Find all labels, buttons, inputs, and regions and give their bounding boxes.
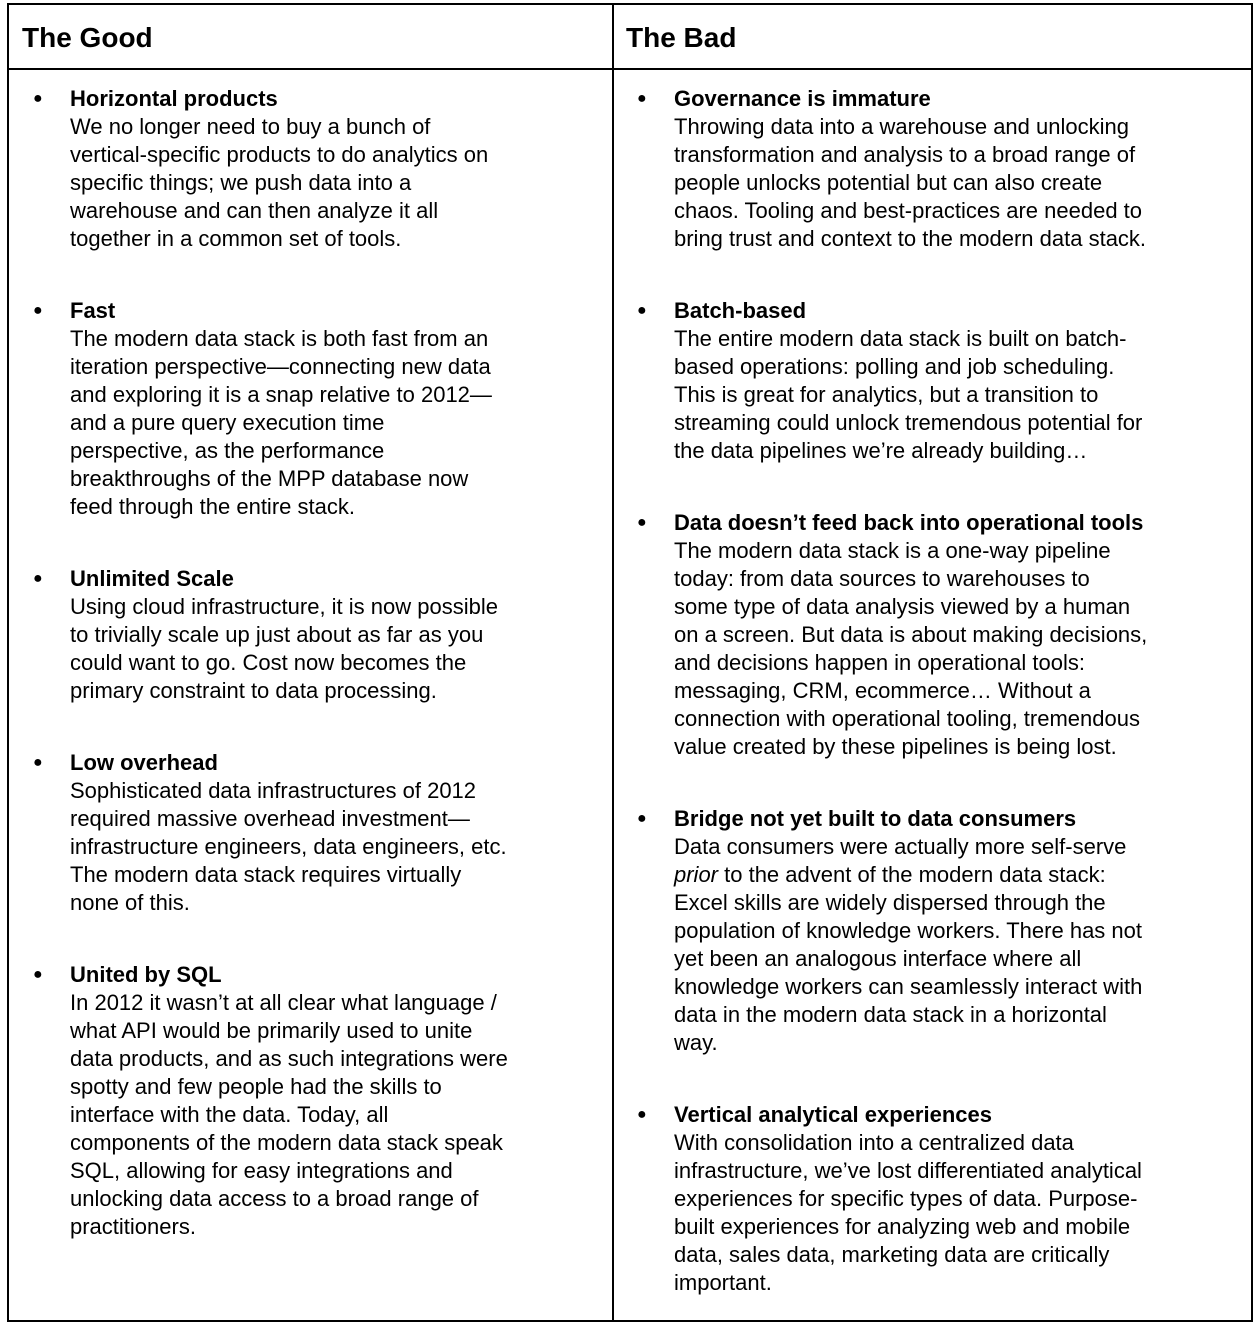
item-line: We no longer need to buy a bunch of — [70, 114, 431, 139]
item-line: vertical-specific products to do analytics on — [70, 142, 489, 167]
item-line: bring trust and context to the modern data stack. — [674, 226, 1147, 251]
good-item-fast — [33, 297, 610, 521]
item-line: what API would be primarily used to unite — [70, 1018, 473, 1043]
bullet-icon: ● — [637, 302, 647, 319]
bad-column-header: The Bad — [626, 22, 737, 53]
item-line: Sophisticated data infrastructures of 2012 — [70, 778, 477, 803]
good-item-low-overhead — [33, 749, 610, 917]
item-line: today: from data sources to warehouses to — [674, 566, 1090, 591]
item-body — [70, 989, 610, 1241]
item-line: infrastructure engineers, data engineers, etc. — [70, 834, 507, 859]
bullet-icon: ● — [33, 90, 43, 107]
item-title: Vertical analytical experiences — [674, 1102, 992, 1127]
item-line: transformation and analysis to a broad range of — [674, 142, 1136, 167]
item-line: Using cloud infrastructure, it is now possible — [70, 594, 498, 619]
comparison-table — [7, 3, 1253, 1322]
item-line: connection with operational tooling, tremendous — [674, 706, 1140, 731]
item-line: data, sales data, marketing data are critically — [674, 1242, 1110, 1267]
item-line: breakthroughs of the MPP database now — [70, 466, 469, 491]
item-line: people unlocks potential but can also create — [674, 170, 1103, 195]
item-line: and a pure query execution time — [70, 410, 385, 435]
item-title: Low overhead — [70, 750, 218, 775]
item-line: infrastructure, we’ve lost differentiated analytical — [674, 1158, 1142, 1183]
item-line: population of knowledge workers. There has not — [674, 918, 1142, 943]
item-line: The modern data stack requires virtually — [70, 862, 462, 887]
item-line: built experiences for analyzing web and mobile — [674, 1214, 1131, 1239]
item-line: some type of data analysis viewed by a human — [674, 594, 1131, 619]
item-body — [70, 113, 610, 253]
item-line: value created by these pipelines is being lost. — [674, 734, 1117, 759]
item-line: data products, and as such integrations were — [70, 1046, 508, 1071]
item-title: Bridge not yet built to data consumers — [674, 806, 1077, 831]
item-line: on a screen. But data is about making decisions, — [674, 622, 1148, 647]
item-body — [674, 1129, 1234, 1297]
column-divider — [612, 5, 614, 1320]
item-line: way. — [674, 1030, 718, 1055]
good-item-unlimited-scale — [33, 565, 610, 705]
item-line: SQL, allowing for easy integrations and — [70, 1158, 453, 1183]
item-body — [70, 777, 610, 917]
item-line: data in the modern data stack in a horizontal — [674, 1002, 1107, 1027]
bullet-icon: ● — [637, 90, 647, 107]
item-line: The modern data stack is both fast from an — [70, 326, 489, 351]
item-body — [70, 593, 610, 705]
item-body — [674, 833, 1234, 1057]
bad-item-operational-tools — [637, 509, 1234, 761]
item-line: chaos. Tooling and best-practices are needed to — [674, 198, 1143, 223]
item-title: Batch-based — [674, 298, 807, 323]
item-line: messaging, CRM, ecommerce… Without a — [674, 678, 1091, 703]
item-line: specific things; we push data into a — [70, 170, 412, 195]
item-line: primary constraint to data processing. — [70, 678, 437, 703]
bad-item-batch-based — [637, 297, 1234, 465]
item-line: required massive overhead investment— — [70, 806, 470, 831]
item-title: Horizontal products — [70, 86, 278, 111]
item-body — [674, 537, 1234, 761]
item-line: The entire modern data stack is built on batch- — [674, 326, 1127, 351]
item-line: Excel skills are widely dispersed through the — [674, 890, 1106, 915]
good-item-united-by-sql — [33, 961, 610, 1241]
item-line: feed through the entire stack. — [70, 494, 355, 519]
item-line: warehouse and can then analyze it all — [70, 198, 439, 223]
item-line: streaming could unlock tremendous potential for — [674, 410, 1143, 435]
item-line: knowledge workers can seamlessly interact with — [674, 974, 1143, 999]
item-line: Data consumers were actually more self-serve — [674, 834, 1127, 859]
item-title: United by SQL — [70, 962, 222, 987]
item-title: Fast — [70, 298, 116, 323]
item-line: the data pipelines we’re already building… — [674, 438, 1088, 463]
item-line: and exploring it is a snap relative to 2012— — [70, 382, 492, 407]
bad-item-governance — [637, 85, 1234, 253]
item-line — [674, 861, 1234, 889]
item-line: components of the modern data stack speak — [70, 1130, 503, 1155]
item-line: spotty and few people had the skills to — [70, 1074, 442, 1099]
item-line: Throwing data into a warehouse and unlocking — [674, 114, 1129, 139]
item-line: unlocking data access to a broad range of — [70, 1186, 479, 1211]
bad-item-bridge-not-built — [637, 805, 1234, 1057]
italic-word: prior — [674, 862, 719, 887]
item-title: Unlimited Scale — [70, 566, 234, 591]
item-line: based operations: polling and job scheduling. — [674, 354, 1115, 379]
good-item-horizontal-products — [33, 85, 610, 253]
item-line: could want to go. Cost now becomes the — [70, 650, 467, 675]
item-title: Data doesn’t feed back into operational tools — [674, 510, 1144, 535]
bullet-icon: ● — [637, 514, 647, 531]
item-line: perspective, as the performance — [70, 438, 385, 463]
item-line: to trivially scale up just about as far as you — [70, 622, 484, 647]
bullet-icon: ● — [33, 966, 43, 983]
item-body — [674, 325, 1234, 465]
item-line: The modern data stack is a one-way pipeline — [674, 538, 1111, 563]
good-column-header: The Good — [22, 22, 153, 53]
bullet-icon: ● — [33, 570, 43, 587]
header-divider — [9, 68, 1251, 70]
bullet-icon: ● — [33, 302, 43, 319]
item-line: iteration perspective—connecting new data — [70, 354, 491, 379]
item-line: interface with the data. Today, all — [70, 1102, 389, 1127]
item-line: experiences for specific types of data. Purpose- — [674, 1186, 1138, 1211]
bullet-icon: ● — [637, 810, 647, 827]
item-body — [674, 113, 1234, 253]
bullet-icon: ● — [637, 1106, 647, 1123]
item-line: practitioners. — [70, 1214, 196, 1239]
item-title: Governance is immature — [674, 86, 931, 111]
bullet-icon: ● — [33, 754, 43, 771]
item-body — [70, 325, 610, 521]
item-line: and decisions happen in operational tools: — [674, 650, 1085, 675]
item-line: This is great for analytics, but a transition to — [674, 382, 1099, 407]
item-line: together in a common set of tools. — [70, 226, 402, 251]
bad-item-vertical-analytical — [637, 1101, 1234, 1297]
item-line-rest: to the advent of the modern data stack: — [718, 862, 1106, 887]
item-line: none of this. — [70, 890, 190, 915]
item-line: important. — [674, 1270, 772, 1295]
item-line: In 2012 it wasn’t at all clear what language / — [70, 990, 497, 1015]
item-line: yet been an analogous interface where all — [674, 946, 1082, 971]
item-line: With consolidation into a centralized data — [674, 1130, 1074, 1155]
